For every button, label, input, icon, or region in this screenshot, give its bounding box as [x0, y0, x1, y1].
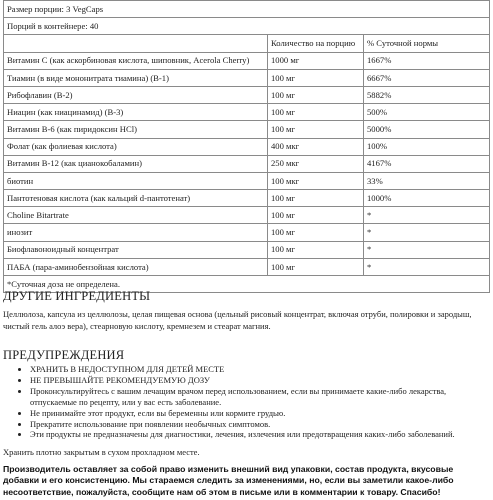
- manufacturer-notice: Производитель оставляет за собой право изменить внешний вид упаковки, состав продукта, вкусовые добавки и его консистенцию. Мы стараемся следить за изменениями, но, если вы заметили какое-либо несоответствие, пожалуйста, сообщите нам об этом в письме или в комментарии к товару. Спасибо!: [3, 464, 454, 497]
- table-row: [4, 121, 490, 138]
- table-row: [4, 52, 490, 69]
- nutrient-amount: 100 мг: [268, 258, 364, 275]
- table-row: [4, 258, 490, 275]
- nutrient-daily-value: 33%: [364, 172, 490, 189]
- nutrient-daily-value: 5882%: [364, 86, 490, 103]
- table-row: [4, 241, 490, 258]
- nutrient-amount: 250 мкг: [268, 155, 364, 172]
- nutrient-daily-value: 5000%: [364, 121, 490, 138]
- nutrient-daily-value: 4167%: [364, 155, 490, 172]
- nutrient-daily-value: *: [364, 207, 490, 224]
- nutrient-amount: 100 мг: [268, 207, 364, 224]
- serving-size: Размер порции: 3 VegCaps: [4, 1, 490, 18]
- table-row: [4, 172, 490, 189]
- nutrient-daily-value: *: [364, 224, 490, 241]
- storage-instructions: Хранить плотно закрытым в сухом прохладном месте.: [3, 447, 200, 457]
- warning-item: • Эти продукты не предназначены для диагностики, лечения, излечения или предотвращения каких-либо заболеваний.: [30, 429, 489, 440]
- nutrient-daily-value: *: [364, 241, 490, 258]
- nutrient-name: ПАБА (пара-аминобензойная кислота): [4, 258, 268, 275]
- nutrient-name: Тиамин (в виде мононитрата тиамина) (В-1): [4, 69, 268, 86]
- nutrient-name: Витамин В-12 (как цианокобаламин): [4, 155, 268, 172]
- nutrient-name: инозит: [4, 224, 268, 241]
- nutrient-amount: 1000 мг: [268, 52, 364, 69]
- header-name: [4, 35, 268, 52]
- nutrient-amount: 100 мг: [268, 104, 364, 121]
- other-ingredients-heading: ДРУГИЕ ИНГРЕДИЕНТЫ: [3, 289, 151, 303]
- header-daily-value: % Суточной нормы: [364, 35, 490, 52]
- nutrient-amount: 100 мг: [268, 121, 364, 138]
- warnings-list: [3, 364, 489, 440]
- nutrient-amount: 100 мг: [268, 241, 364, 258]
- nutrient-name: Витамин С (как аскорбиновая кислота, шиповник, Acerola Cherry): [4, 52, 268, 69]
- nutrient-name: Биофлавоноидный концентрат: [4, 241, 268, 258]
- table-row: [4, 155, 490, 172]
- warning-item: • Проконсультируйтесь с вашим лечащим врачом перед использованием, если вы принимаете какие-либо лекарства, отпускаемые по рецепту, или у вас есть заболевание.: [30, 386, 489, 408]
- supplement-facts-table: [3, 0, 490, 293]
- nutrient-amount: 100 мг: [268, 86, 364, 103]
- nutrient-name: Фолат (как фолиевая кислота): [4, 138, 268, 155]
- nutrient-daily-value: 1667%: [364, 52, 490, 69]
- nutrient-name: биотин: [4, 172, 268, 189]
- nutrient-daily-value: *: [364, 258, 490, 275]
- nutrient-amount: 400 мкг: [268, 138, 364, 155]
- warning-item: • Не принимайте этот продукт, если вы беременны или кормите грудью.: [30, 408, 489, 419]
- nutrient-daily-value: 100%: [364, 138, 490, 155]
- warnings-heading: ПРЕДУПРЕЖДЕНИЯ: [3, 348, 125, 362]
- table-row: [4, 69, 490, 86]
- header-amount: Количество на порцию: [268, 35, 364, 52]
- table-row: [4, 224, 490, 241]
- servings-per-container-row: [4, 18, 490, 35]
- nutrient-amount: 100 мг: [268, 69, 364, 86]
- nutrient-name: Пантотеновая кислота (как кальций d-пантотенат): [4, 190, 268, 207]
- warning-item: • НЕ ПРЕВЫШАЙТЕ РЕКОМЕНДУЕМУЮ ДОЗУ: [30, 375, 489, 386]
- nutrient-name: Рибофлавин (В-2): [4, 86, 268, 103]
- nutrient-amount: 100 мг: [268, 190, 364, 207]
- nutrient-name: Choline Bitartrate: [4, 207, 268, 224]
- nutrient-amount: 100 мкг: [268, 172, 364, 189]
- table-row: [4, 190, 490, 207]
- servings-per-container: Порций в контейнере: 40: [4, 18, 490, 35]
- nutrient-name: Витамин В-6 (как пиридоксин HCl): [4, 121, 268, 138]
- nutrient-daily-value: 1000%: [364, 190, 490, 207]
- table-row: [4, 86, 490, 103]
- nutrient-daily-value: 500%: [364, 104, 490, 121]
- warning-item: • ХРАНИТЬ В НЕДОСТУПНОМ ДЛЯ ДЕТЕЙ МЕСТЕ: [30, 364, 489, 375]
- table-header-row: [4, 35, 490, 52]
- nutrient-amount: 100 мг: [268, 224, 364, 241]
- footnote: *Суточная доза не определена.: [4, 276, 490, 293]
- warning-item: • Прекратите использование при появлении необычных симптомов.: [30, 419, 489, 430]
- nutrient-name: Ниацин (как ниацинамид) (В-3): [4, 104, 268, 121]
- serving-size-row: [4, 1, 490, 18]
- other-ingredients-text: Целлюлоза, капсула из целлюлозы, целая пищевая основа (цельный рисовый концентрат, включая отруби, полировки и зародыш, чистый гель алоэ вера), стеарновую кислоту, кремнезем и стеарат магния.: [3, 309, 472, 331]
- table-row: [4, 104, 490, 121]
- table-row: [4, 207, 490, 224]
- nutrient-daily-value: 6667%: [364, 69, 490, 86]
- table-row: [4, 138, 490, 155]
